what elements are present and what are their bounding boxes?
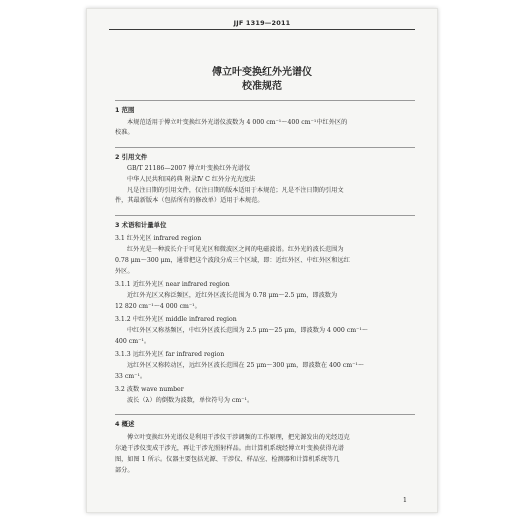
body-line: 3.1.3 远红外光区 far infrared region: [115, 351, 225, 358]
running-header: JJF 1319—2011: [233, 19, 291, 27]
body-line: 远红外区又称转动区，远红外区波长范围在 25 μm～300 μm，即波数在 400 cm⁻¹～: [127, 362, 365, 369]
document-page: [86, 8, 438, 513]
header-rule: [109, 29, 415, 30]
body-line: 图，如图 1 所示。仪器主要包括光源、干涉仪、样品室、检测器和计算机系统等几: [115, 456, 340, 463]
body-line: 12 820 cm⁻¹～4 000 cm⁻¹。: [115, 303, 201, 310]
body-line: GB/T 21186—2007 傅立叶变换红外光谱仪: [127, 165, 251, 172]
body-line: 傅立叶变换红外光谱仪是利用干涉仪干涉调频的工作原理，把光源发出的光经迈克: [127, 434, 350, 441]
section-rule: [115, 100, 415, 101]
section-rule: [115, 414, 415, 415]
body-line: 33 cm⁻¹。: [115, 373, 147, 380]
body-line: 尔逊干涉仪变成干涉光，再让干涉光照射样品。由计算机系统经傅立叶变换获得光谱: [115, 445, 344, 452]
page-title: 傅立叶变换红外光谱仪: [212, 67, 312, 78]
body-line: 本规范适用于傅立叶变换红外光谱仪波数为 4 000 cm⁻¹～400 cm⁻¹中红外区的: [127, 119, 348, 126]
section-rule: [115, 215, 415, 216]
body-line: 3.1 红外光区 infrared region: [115, 235, 202, 242]
body-line: 部分。: [115, 467, 134, 474]
page-number: 1: [402, 496, 407, 504]
body-line: 中红外区又称基频区，中红外区波长范围为 2.5 μm～25 μm，即波数为 4 000 cm⁻¹～: [127, 327, 368, 334]
body-line: 0.78 μm～300 μm，通常把这个波段分成三个区域，即：近红外区、中红外区和远红: [115, 257, 350, 264]
section-heading: 3 术语和计量单位: [115, 221, 167, 229]
body-line: 3.1.2 中红外光区 middle infrared region: [115, 316, 237, 323]
section-heading: 4 概述: [115, 420, 135, 428]
body-line: 波长（λ）的倒数为波数，单位符号为 cm⁻¹。: [127, 397, 254, 404]
section-heading: 2 引用文件: [115, 153, 148, 161]
body-line: 中华人民共和国药典 附录Ⅳ C 红外分光光度法: [127, 176, 256, 183]
page-subtitle: 校准规范: [242, 81, 282, 92]
body-line: 外区。: [115, 268, 134, 275]
body-line: 校准。: [115, 129, 134, 136]
body-line: 3.2 波数 wave number: [115, 386, 184, 393]
section-heading: 1 范围: [115, 106, 135, 114]
body-line: 凡是注日期的引用文件，仅注日期的版本适用于本规范；凡是不注日期的引用文: [127, 187, 344, 194]
body-line: 近红外光区又称泛频区，近红外区波长范围为 0.78 μm～2.5 μm，即波数为: [127, 292, 338, 299]
body-line: 400 cm⁻¹。: [115, 338, 151, 345]
body-line: 3.1.1 近红外光区 near infrared region: [115, 281, 230, 288]
body-line: 红外光是一种波长介于可见光区和微波区之间的电磁波谱。红外光的波长范围为: [127, 246, 344, 253]
section-rule: [115, 147, 415, 148]
body-line: 件，其最新版本（包括所有的修改单）适用于本规范。: [115, 197, 264, 204]
